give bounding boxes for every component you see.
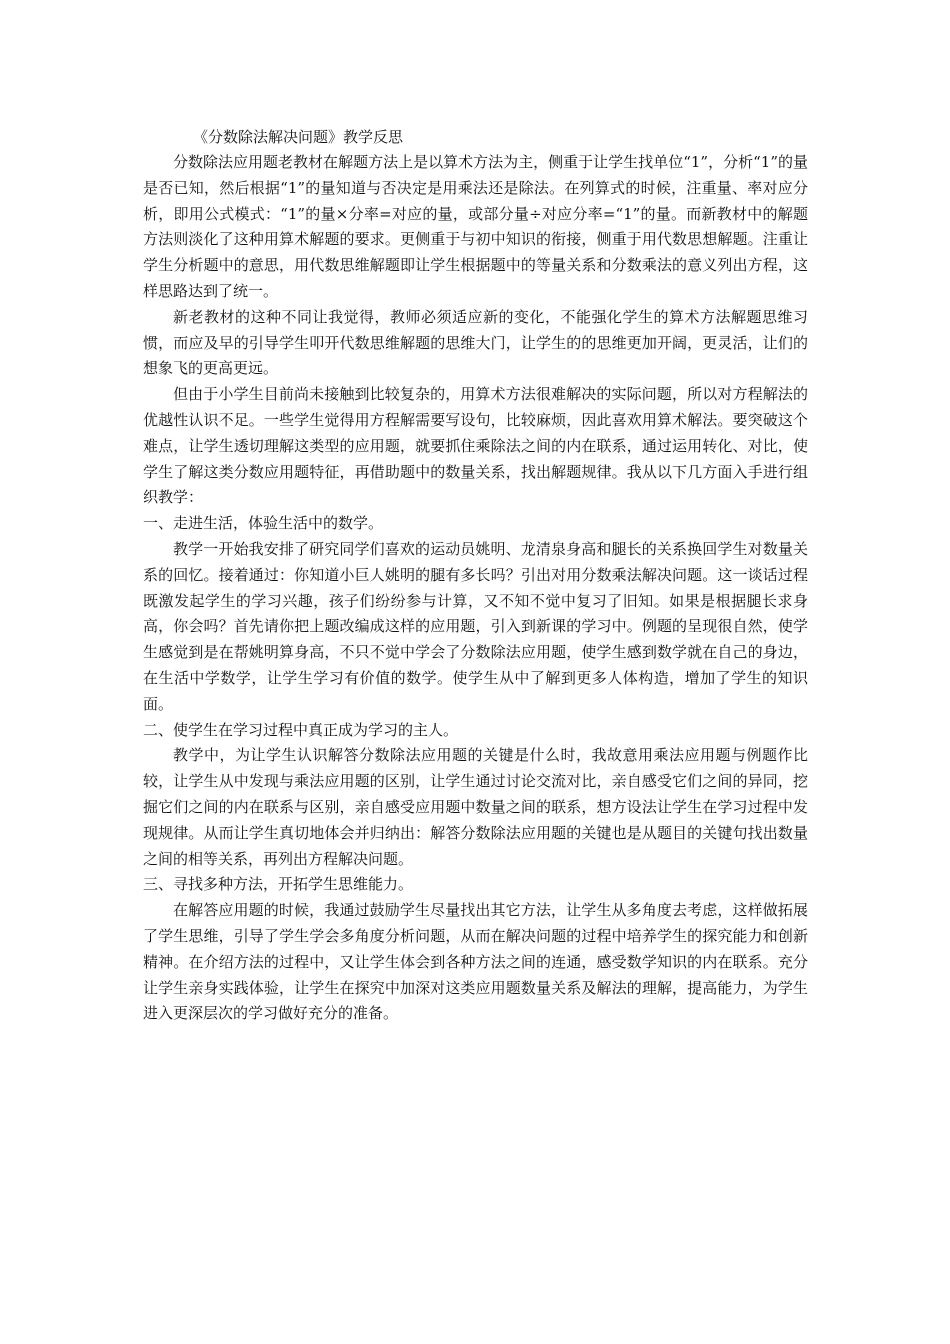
- intro-paragraph-3: 但由于小学生目前尚未接触到比较复杂的，用算术方法很难解决的实际问题，所以对方程解法的优越性认识不足。一些学生觉得用方程解需要写设句，比较麻烦，因此喜欢用算术解法。要突破这个难点，让学生透切理解这类型的应用题，就要抓住乘除法之间的内在联系，通过运用转化、对比，使学生了解这类分数应用题特征，再借助题中的数量关系，找出解题规律。我从以下几方面入手进行组织教学：: [143, 385, 808, 507]
- intro-paragraph-1: 分数除法应用题老教材在解题方法上是以算术方法为主，侧重于让学生找单位“1”，分析“1”的量是否已知，然后根据“1”的量知道与否决定是用乘法还是除法。在列算式的时候，注重量、率对应分析，即用公式模式：“1”的量×分率=对应的量，或部分量÷对应分率=“1”的量。而新教材中的解题方法则淡化了这种用算术解题的要求。更侧重于与初中知识的衔接，侧重于用代数思想解题。注重让学生分析题中的意思，用代数思维解题即让学生根据题中的等量关系和分数乘法的意义列出方程，这样思路达到了统一。: [143, 153, 808, 300]
- document-title: 《分数除法解决问题》教学反思: [193, 128, 404, 146]
- section-body-1: 教学一开始我安排了研究同学们喜欢的运动员姚明、龙清泉身高和腿长的关系换回学生对数量关系的回忆。接着通过：你知道小巨人姚明的腿有多长吗？引出对用分数乘法解决问题。这一谈话过程既激发起学生的学习兴趣，孩子们纷纷参与计算，又不知不觉中复习了旧知。如果是根据腿长求身高，你会吗？首先请你把上题改编成这样的应用题，引入到新课的学习中。例题的呈现很自然，使学生感觉到是在帮姚明算身高，不只不觉中学会了分数除法应用题，使学生感到数学就在自己的身边，在生活中学数学，让学生学习有价值的数学。使学生从中了解到更多人体构造，增加了学生的知识面。: [143, 539, 808, 713]
- section-heading-1: 一、走进生活，体验生活中的数学。: [143, 514, 384, 533]
- section-heading-2: 二、使学生在学习过程中真正成为学习的主人。: [143, 720, 459, 739]
- document-page: [143, 124, 808, 1027]
- section-body-3: 在解答应用题的时候，我通过鼓励学生尽量找出其它方法，让学生从多角度去考虑，这样做拓展了学生思维，引导了学生学会多角度分析问题，从而在解决问题的过程中培养学生的探究能力和创新精神。在介绍方法的过程中，又让学生体会到各种方法之间的连通，感受数学知识的内在联系。充分让学生亲身实践体验，让学生在探究中加深对这类应用题数量关系及解法的理解，提高能力，为学生进入更深层次的学习做好充分的准备。: [143, 901, 808, 1023]
- section-heading-3: 三、寻找多种方法，开拓学生思维能力。: [143, 875, 414, 894]
- intro-paragraph-2: 新老教材的这种不同让我觉得，教师必须适应新的变化，不能强化学生的算术方法解题思维习惯，而应及早的引导学生叩开代数思维解题的思维大门，让学生的的思维更加开阔，更灵活，让们的想象飞的更高更远。: [143, 307, 808, 378]
- section-body-2: 教学中，为让学生认识解答分数除法应用题的关键是什么时，我故意用乘法应用题与例题作比较，让学生从中发现与乘法应用题的区别，让学生通过讨论交流对比，亲自感受它们之间的异同，挖掘它们之间的内在联系与区别，亲自感受应用题中数量之间的联系，想方设法让学生在学习过程中发现规律。从而让学生真切地体会并归纳出：解答分数除法应用题的关键也是从题目的关键句找出数量之间的相等关系，再列出方程解决问题。: [143, 746, 808, 868]
